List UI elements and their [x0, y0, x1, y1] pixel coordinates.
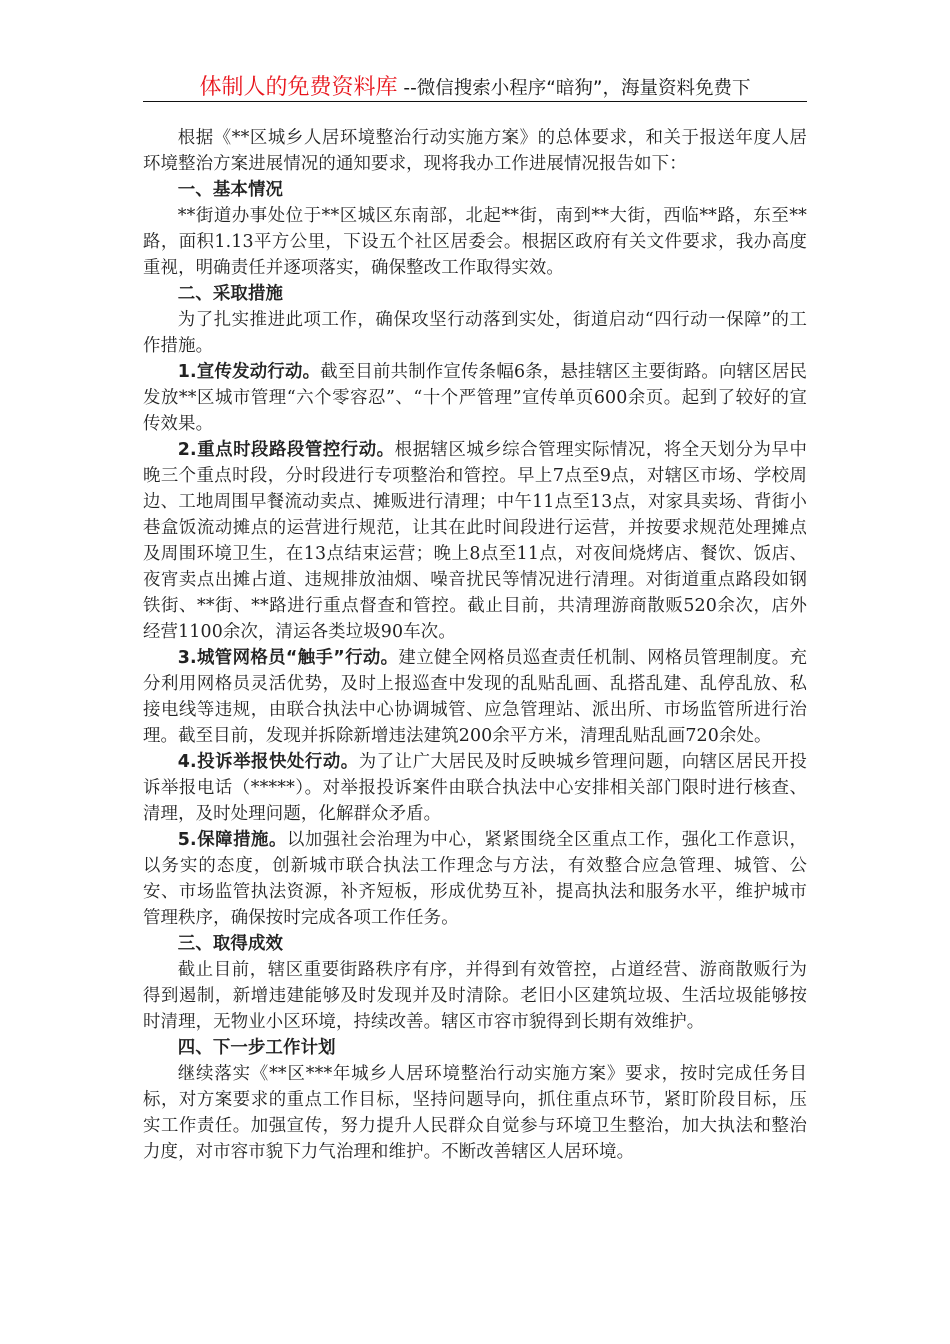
header-slogan: --微信搜索小程序“暗狗”，海量资料免费下 [397, 78, 751, 99]
measure-item-1 [143, 359, 807, 437]
measure-item-3-body: 建立健全网格员巡查责任机制、网格员管理制度。充分利用网格员灵活优势，及时上报巡查中发现的乱贴乱画、乱搭乱建、乱停乱放、私接电线等违规，由联合执法中心协调城管、应急管理站、派出所、市场监管所进行治理。截至目前，发现并拆除新增违法建筑200余平方米，清理乱贴乱画720余处。 [143, 648, 808, 746]
measure-item-3 [143, 645, 807, 749]
header-brand: 体制人的免费资料库 [199, 75, 398, 100]
results-paragraph: 截止目前，辖区重要街路秩序有序，并得到有效管控，占道经营、游商散贩行为得到遏制，新增违建能够及时发现并及时清除。老旧小区建筑垃圾、生活垃圾能够按时清理，无物业小区环境，持续改善。辖区市容市貌得到长期有效维护。 [143, 960, 807, 1032]
measure-item-1-lead: 1.宣传发动行动。 [177, 362, 321, 382]
page-header [143, 70, 807, 100]
header-divider [143, 101, 807, 102]
measure-item-5-lead: 5.保障措施。 [177, 830, 287, 850]
measure-item-4-body: 为了让广大居民及时反映城乡管理问题，向辖区居民开投诉举报电话（*****）。对举报投诉案件由联合执法中心安排相关部门限时进行核查、清理，及时处理问题，化解群众矛盾。 [143, 752, 807, 824]
measure-item-4-lead: 4.投诉举报快处行动。 [177, 752, 359, 772]
measure-item-4 [143, 749, 807, 827]
section-heading-results: 三、取得成效 [177, 934, 284, 954]
measure-item-2-body: 根据辖区城乡综合管理实际情况，将全天划分为早中晚三个重点时段，分时段进行专项整治和管控。早上7点至9点，对辖区市场、学校周边、工地周围早餐流动卖点、摊贩进行清理；中午11点至13点，对家具卖场、背街小巷盒饭流动摊点的运营进行规范，让其在此时间段进行运营，并按要求规范处理摊点及周围环境卫生，在13点结束运营；晚上8点至11点，对夜间烧烤店、餐饮、饭店、夜宵卖点出摊占道、违规排放油烟、噪音扰民等情况进行清理。对街道重点路段如钢铁街、**街、**路进行重点督查和管控。截止目前，共清理游商散贩520余次，店外经营1100余次，清运各类垃圾90车次。 [143, 440, 807, 642]
section-heading-next-plan: 四、下一步工作计划 [177, 1038, 336, 1058]
section-heading-measures: 二、采取措施 [177, 284, 284, 304]
intro-paragraph: 根据《**区城乡人居环境整治行动实施方案》的总体要求，和关于报送年度人居环境整治方案进展情况的通知要求，现将我办工作进展情况报告如下： [143, 128, 807, 174]
measure-item-2-lead: 2.重点时段路段管控行动。 [177, 440, 395, 460]
basic-situation-paragraph: **街道办事处位于**区城区东南部，北起**街，南到**大街，西临**路，东至**路，面积1.13平方公里，下设五个社区居委会。根据区政府有关文件要求，我办高度重视，明确责任并逐项落实，确保整改工作取得实效。 [143, 206, 807, 278]
measure-item-1-body: 截至目前共制作宣传条幅6条，悬挂辖区主要街路。向辖区居民发放**区城市管理“六个零容忍”、“十个严管理”宣传单页600余页。起到了较好的宣传效果。 [143, 362, 807, 434]
document-body [143, 125, 807, 1165]
measure-item-2 [143, 437, 807, 645]
measures-intro-paragraph: 为了扎实推进此项工作，确保攻坚行动落到实处，街道启动“四行动一保障”的工作措施。 [143, 310, 807, 356]
measure-item-3-lead: 3.城管网格员“触手”行动。 [177, 648, 399, 668]
section-heading-basic-situation: 一、基本情况 [177, 180, 284, 200]
measure-item-5 [143, 827, 807, 931]
next-plan-paragraph: 继续落实《**区***年城乡人居环境整治行动实施方案》要求，按时完成任务目标，对方案要求的重点工作目标，坚持问题导向，抓住重点环节，紧盯阶段目标，压实工作责任。加强宣传，努力提升人民群众自觉参与环境卫生整治，加大执法和整治力度，对市容市貌下力气治理和维护。不断改善辖区人居环境。 [143, 1064, 807, 1162]
measure-item-5-body: 以加强社会治理为中心，紧紧围绕全区重点工作，强化工作意识，以务实的态度，创新城市联合执法工作理念与方法，有效整合应急管理、城管、公安、市场监管执法资源，补齐短板，形成优势互补，提高执法和服务水平，维护城市管理秩序，确保按时完成各项工作任务。 [143, 830, 807, 928]
